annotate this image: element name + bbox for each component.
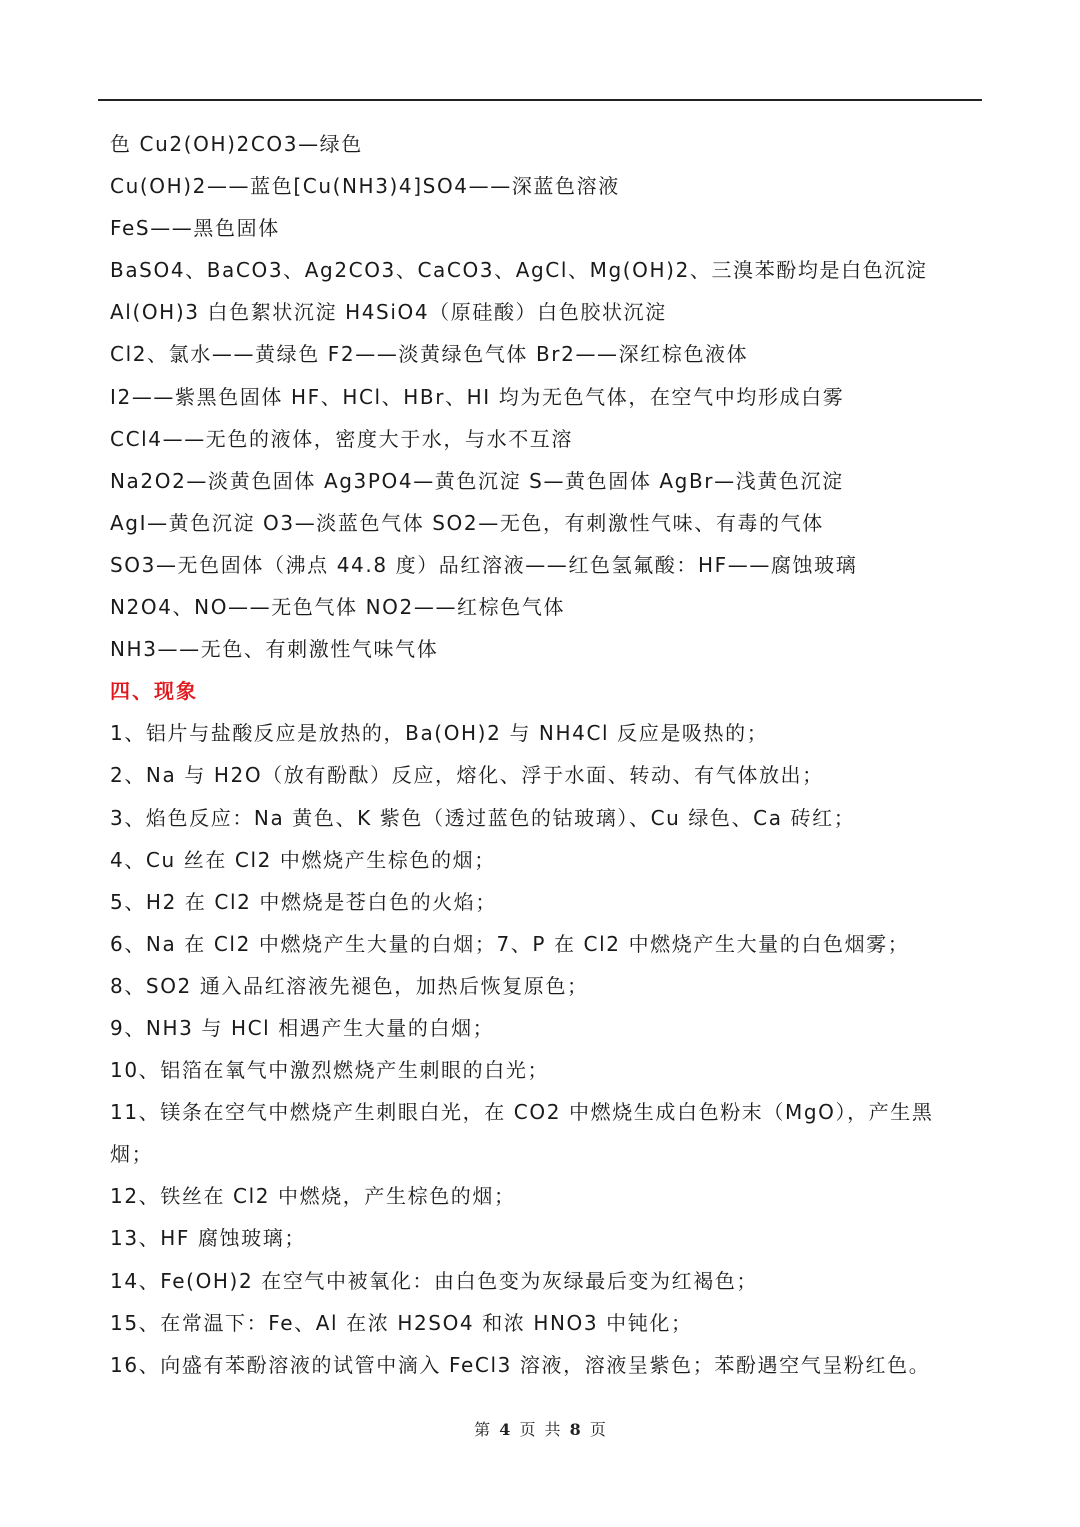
color-line: BaSO4、BaCO3、Ag2CO3、CaCO3、AgCl、Mg(OH)2、三溴苯酚均是白色沉淀	[110, 258, 928, 283]
phenomenon-item: 11、镁条在空气中燃烧产生刺眼白光，在 CO2 中燃烧生成白色粉末（MgO），产生黑烟；	[110, 1100, 934, 1167]
color-line: NH3——无色、有刺激性气味气体	[110, 637, 439, 662]
phenomenon-item: 14、Fe(OH)2 在空气中被氧化：由白色变为灰绿最后变为红褐色；	[110, 1268, 759, 1293]
color-line: Cu(OH)2——蓝色[Cu(NH3)4]SO4——深蓝色溶液	[110, 174, 620, 199]
phenomenon-item: 4、Cu 丝在 Cl2 中燃烧产生棕色的烟；	[110, 847, 496, 872]
document-body	[110, 123, 975, 1386]
footer-prefix: 第	[474, 1420, 491, 1439]
section-heading: 四、现象	[110, 679, 198, 704]
color-line: 色 Cu2(OH)2CO3—绿色	[110, 132, 363, 156]
phenomenon-item: 16、向盛有苯酚溶液的试管中滴入 FeCl3 溶液，溶液呈紫色；苯酚遇空气呈粉红色。	[110, 1352, 931, 1377]
footer-suffix: 页	[589, 1420, 606, 1439]
phenomenon-item: 5、H2 在 Cl2 中燃烧是苍白色的火焰；	[110, 889, 498, 914]
color-line: CCl4——无色的液体，密度大于水，与水不互溶	[110, 426, 574, 451]
color-line: FeS——黑色固体	[110, 216, 280, 241]
page-total: 8	[569, 1420, 581, 1439]
header-rule	[98, 99, 982, 101]
page-footer	[0, 1417, 1080, 1440]
color-line: I2——紫黑色固体 HF、HCl、HBr、HI 均为无色气体，在空气中均形成白雾	[110, 384, 845, 409]
color-line: AgI—黄色沉淀 O3—淡蓝色气体 SO2—无色，有刺激性气味、有毒的气体	[110, 510, 824, 535]
phenomenon-item: 9、NH3 与 HCl 相遇产生大量的白烟；	[110, 1015, 495, 1040]
phenomenon-item: 2、Na 与 H2O（放有酚酞）反应，熔化、浮于水面、转动、有气体放出；	[110, 763, 824, 788]
color-line: Cl2、氯水——黄绿色 F2——淡黄绿色气体 Br2——深红棕色液体	[110, 342, 749, 367]
color-line: Na2O2—淡黄色固体 Ag3PO4—黄色沉淀 S—黄色固体 AgBr—浅黄色沉淀	[110, 468, 844, 493]
phenomenon-item: 13、HF 腐蚀玻璃；	[110, 1226, 306, 1251]
phenomenon-item: 15、在常温下：Fe、Al 在浓 H2SO4 和浓 HNO3 中钝化；	[110, 1310, 693, 1335]
footer-middle: 页 共	[519, 1420, 561, 1439]
color-line: SO3—无色固体（沸点 44.8 度）品红溶液——红色氢氟酸：HF——腐蚀玻璃	[110, 552, 858, 577]
color-line: Al(OH)3 白色絮状沉淀 H4SiO4（原硅酸）白色胶状沉淀	[110, 300, 667, 325]
page-number: 4	[499, 1420, 511, 1439]
phenomenon-item: 10、铝箔在氧气中激烈燃烧产生刺眼的白光；	[110, 1058, 550, 1083]
color-line: N2O4、NO——无色气体 NO2——红棕色气体	[110, 595, 566, 620]
phenomenon-item: 8、SO2 通入品红溶液先褪色，加热后恢复原色；	[110, 973, 589, 998]
phenomenon-item: 12、铁丝在 Cl2 中燃烧，产生棕色的烟；	[110, 1184, 516, 1209]
phenomenon-item: 3、焰色反应：Na 黄色、K 紫色（透过蓝色的钴玻璃）、Cu 绿色、Ca 砖红；	[110, 805, 856, 830]
phenomenon-item: 6、Na 在 Cl2 中燃烧产生大量的白烟；7、P 在 Cl2 中燃烧产生大量的白色烟雾；	[110, 931, 910, 956]
phenomenon-item: 1、铝片与盐酸反应是放热的，Ba(OH)2 与 NH4Cl 反应是吸热的；	[110, 721, 769, 746]
